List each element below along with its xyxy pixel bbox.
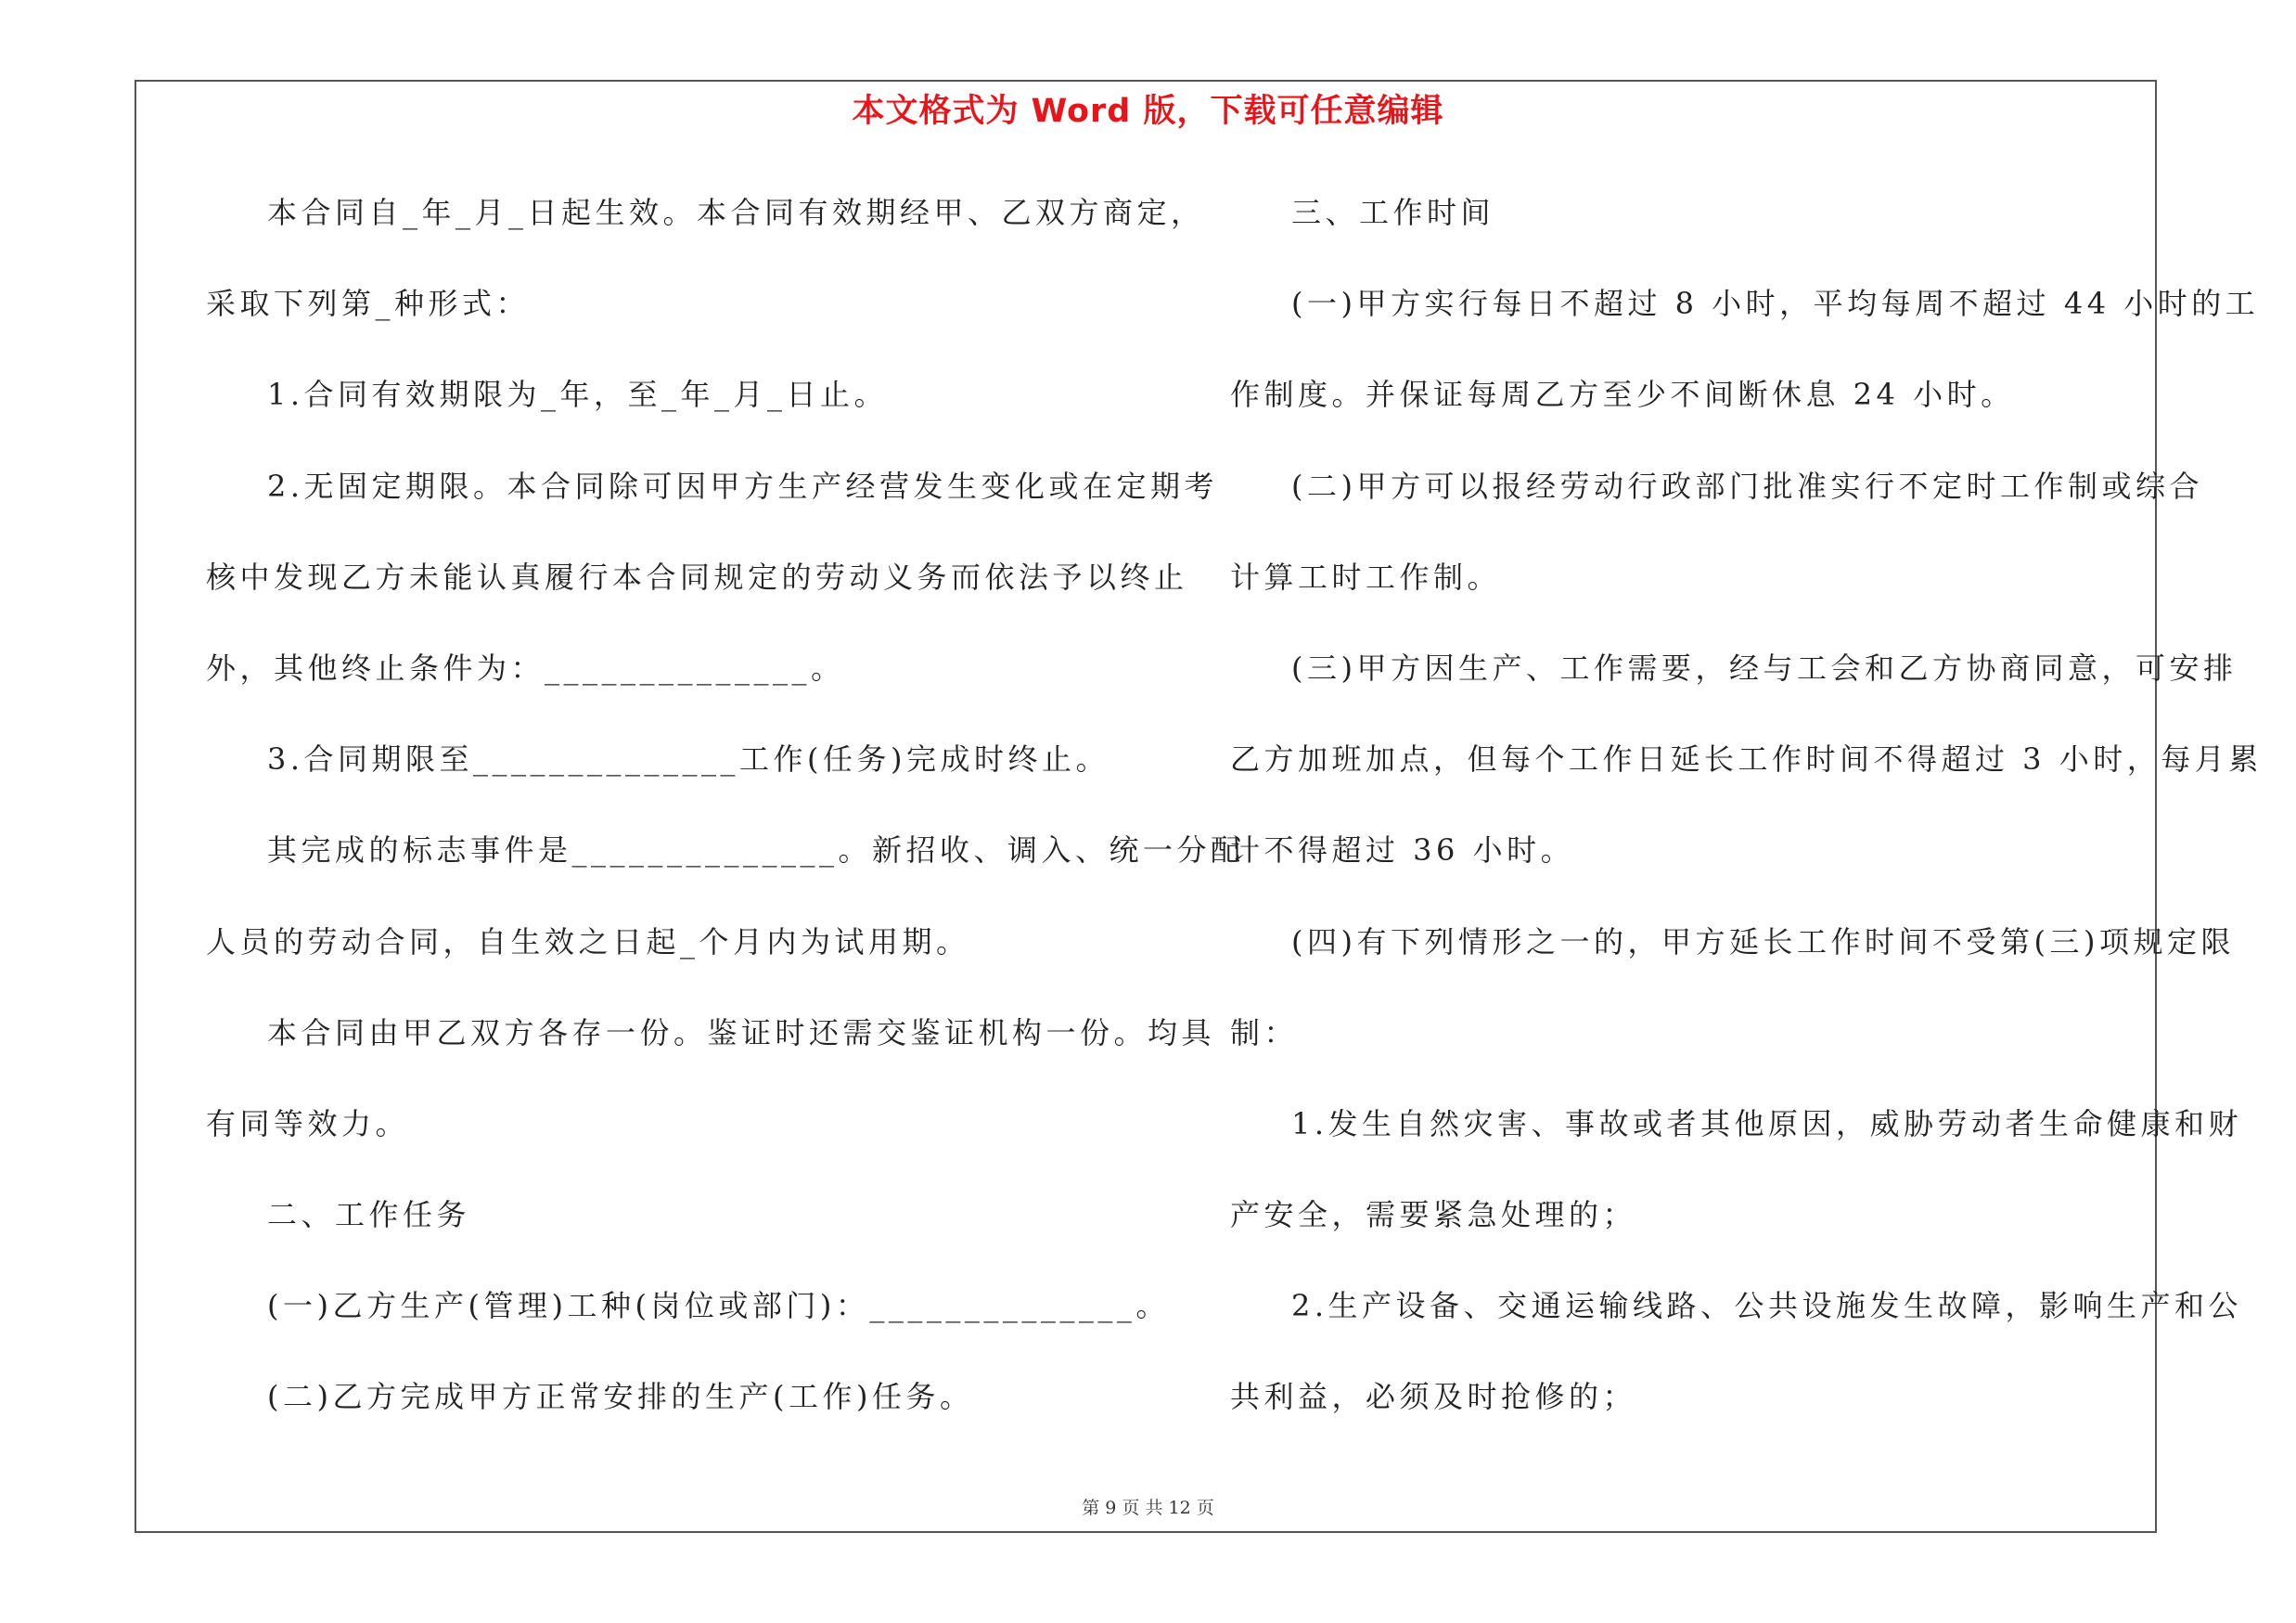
paragraph-line: 外，其他终止条件为：______________。 [206, 650, 845, 686]
paragraph-line: 2.生产设备、交通运输线路、公共设施发生故障，影响生产和公 [1291, 1288, 2243, 1324]
paragraph-line: 本合同由甲乙双方各存一份。鉴证时还需交鉴证机构一份。均具 [267, 1014, 1216, 1050]
paragraph-line: 人员的劳动合同，自生效之日起_个月内为试用期。 [206, 923, 970, 960]
paragraph-line: 核中发现乙方未能认真履行本合同规定的劳动义务而依法予以终止 [206, 559, 1188, 595]
paragraph-line: 3.合同期限至______________工作(任务)完成时终止。 [267, 741, 1110, 778]
paragraph-line: 2.无固定期限。本合同除可因甲方生产经营发生变化或在定期考 [267, 468, 1219, 504]
paragraph-line: 1.合同有效期限为_年，至_年_月_日止。 [267, 377, 889, 413]
page-number-footer: 第 9 页 共 12 页 [1082, 1498, 1214, 1518]
paragraph-line: 乙方加班加点，但每个工作日延长工作时间不得超过 3 小时，每月累 [1230, 741, 2263, 778]
paragraph-line: (二)乙方完成甲方正常安排的生产(工作)任务。 [267, 1379, 974, 1415]
paragraph-line: 有同等效力。 [206, 1105, 410, 1141]
right-column [1230, 182, 2263, 1458]
paragraph-line: 计不得超过 36 小时。 [1230, 832, 1575, 869]
paragraph-line: 计算工时工作制。 [1230, 559, 1502, 595]
paragraph-line: (一)乙方生产(管理)工种(岗位或部门)：______________。 [267, 1288, 1170, 1324]
paragraph-line: (一)甲方实行每日不超过 8 小时，平均每周不超过 44 小时的工 [1291, 286, 2260, 322]
paragraph-line: 其完成的标志事件是______________。新招收、调入、统一分配 [267, 832, 1245, 869]
paragraph-line: (二)甲方可以报经劳动行政部门批准实行不定时工作制或综合 [1291, 468, 2203, 504]
left-column [206, 182, 1245, 1458]
paragraph-line: 三、工作时间 [1291, 195, 1495, 230]
paragraph-line: 制： [1230, 1014, 1299, 1050]
banner-title: 本文格式为 Word 版，下载可任意编辑 [852, 93, 1444, 130]
paragraph-line: 本合同自_年_月_日起生效。本合同有效期经甲、乙双方商定， [267, 195, 1205, 230]
paragraph-line: 二、工作任务 [267, 1197, 471, 1233]
paragraph-line: 采取下列第_种形式： [206, 286, 531, 322]
paragraph-line: 1.发生自然灾害、事故或者其他原因，威胁劳动者生命健康和财 [1291, 1105, 2243, 1141]
paragraph-line: 作制度。并保证每周乙方至少不间断休息 24 小时。 [1230, 377, 2015, 413]
paragraph-line: 产安全，需要紧急处理的； [1230, 1197, 1637, 1233]
paragraph-line: (四)有下列情形之一的，甲方延长工作时间不受第(三)项规定限 [1291, 923, 2235, 960]
paragraph-line: 共利益，必须及时抢修的； [1230, 1379, 1637, 1415]
paragraph-line: (三)甲方因生产、工作需要，经与工会和乙方协商同意，可安排 [1291, 650, 2238, 686]
